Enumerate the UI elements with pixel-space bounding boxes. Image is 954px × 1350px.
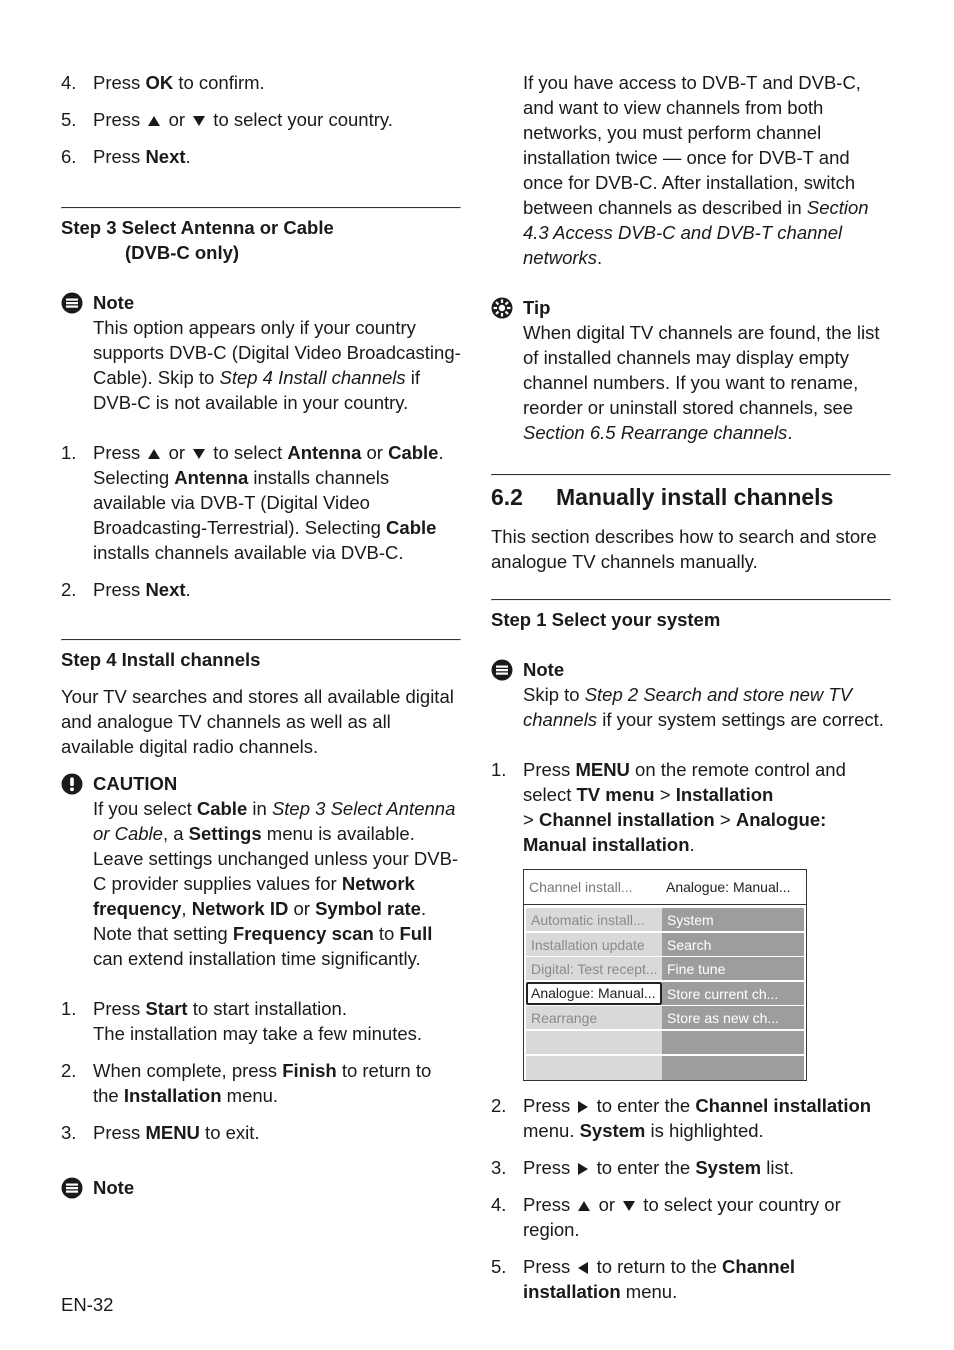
menu-item-system: System [662, 908, 804, 931]
list-item [61, 996, 461, 1046]
step-heading: Step 1 Select your system [491, 609, 721, 630]
step-number: 6. [61, 146, 77, 167]
list-item [491, 1155, 891, 1180]
step-number: 1. [491, 759, 507, 780]
step-number: 1. [61, 998, 77, 1019]
step-text: Press or to select Antenna or Cable. Selecting Antenna installs channels available via DVB-T (Digital Video Broadcasting-Terrestrial). Selecting Cable installs channels available via DVB-C. [93, 442, 444, 563]
up-arrow-icon [578, 1201, 590, 1211]
divider [491, 599, 891, 601]
up-arrow-icon [148, 116, 160, 126]
menu-item-installation-update: Installation update [526, 933, 662, 956]
step-text: Press OK to confirm. [93, 72, 265, 93]
intro-text: If you have access to DVB-T and DVB-C, and want to view channels from both networks, you must perform channel installation twice — once for DVB-T and once for DVB-C. After installation, switch between channels as described in Section 4.3 Access DVB-C and DVB-T channel networks. [523, 72, 869, 268]
menu-right-list [662, 908, 804, 1055]
step-text: Press to return to the Channel installation menu. [523, 1256, 796, 1302]
menu-item-store-current: Store current ch... [662, 982, 804, 1005]
step-heading: Step 3 Select Antenna or Cable (DVB-C only) [61, 217, 334, 263]
right-arrow-icon [578, 1163, 588, 1175]
list-item [491, 1192, 891, 1242]
tip-icon [491, 297, 513, 319]
list-item [61, 577, 461, 602]
step-text: Press to enter the System list. [523, 1157, 795, 1178]
caution-heading: CAUTION [61, 771, 461, 796]
up-arrow-icon [148, 449, 160, 459]
left-arrow-icon [578, 1262, 588, 1274]
menu-left-list [526, 908, 662, 1055]
step-text: Press or to select your country or region. [523, 1194, 841, 1240]
divider [61, 639, 461, 641]
list-item [61, 1120, 461, 1145]
menu-item-rearrange: Rearrange [526, 1006, 662, 1029]
step-text: Press Start to start installation. The installation may take a few minutes. [93, 998, 423, 1044]
menu-item-fine-tune: Fine tune [662, 957, 804, 980]
list-item [61, 1058, 461, 1108]
tip-heading: Tip [491, 295, 891, 320]
caution-text: If you select Cable in Step 3 Select Antenna or Cable, a Settings menu is available. Leave settings unchanged unless your DVB-C provider supplies values for Network frequency, Network ID or Symbol rate. Note that setting Frequency scan to Full can extend installation time significantly. [93, 798, 459, 969]
step-text: Press MENU on the remote control and select TV menu > Installation > Channel installation > Analogue: Manual installation. [523, 759, 846, 855]
right-column [491, 70, 891, 1304]
step-number: 3. [491, 1157, 507, 1178]
note-text: This option appears only if your country supports DVB-C (Digital Video Broadcasting-Cable). Skip to Step 4 Install channels if DVB-C is not available in your country. [93, 317, 461, 413]
menu-item-automatic-install: Automatic install... [526, 908, 662, 931]
section-description: This section describes how to search and store analogue TV channels manually. [491, 526, 877, 572]
step-number: 2. [491, 1095, 507, 1116]
divider [61, 207, 461, 209]
step-number: 4. [491, 1194, 507, 1215]
menu-item-search: Search [662, 933, 804, 956]
step-text: Press Next. [93, 579, 191, 600]
note-icon [61, 1177, 83, 1199]
menu-item-store-new: Store as new ch... [662, 1006, 804, 1029]
menu-item-empty [662, 1031, 804, 1054]
note-heading: Note [61, 1175, 461, 1200]
right-arrow-icon [578, 1101, 588, 1113]
list-item [61, 440, 461, 565]
tv-menu-screenshot [523, 869, 807, 1081]
note-heading: Note [491, 657, 891, 682]
note-icon [491, 659, 513, 681]
list-item [61, 70, 461, 95]
step-number: 5. [491, 1256, 507, 1277]
step-number: 3. [61, 1122, 77, 1143]
step-text: Press or to select your country. [93, 109, 393, 130]
step-text: Press to enter the Channel installation menu. System is highlighted. [523, 1095, 872, 1141]
step-number: 2. [61, 1060, 77, 1081]
section-title: 6.2 Manually install channels [491, 484, 834, 510]
left-column [61, 70, 461, 1200]
step-description: Your TV searches and stores all available digital and analogue TV channels as well as all available digital radio channels. [61, 686, 454, 757]
step-text: Press Next. [93, 146, 191, 167]
list-item [491, 1093, 891, 1143]
list-item [61, 144, 461, 169]
step-number: 2. [61, 579, 77, 600]
step-heading: Step 4 Install channels [61, 649, 261, 670]
down-arrow-icon [623, 1201, 635, 1211]
divider [491, 474, 891, 476]
menu-item-analogue-manual: Analogue: Manual... [526, 982, 662, 1005]
list-item [491, 757, 891, 857]
note-text: Skip to Step 2 Search and store new TV channels if your system settings are correct. [523, 684, 884, 730]
step-text: Press MENU to exit. [93, 1122, 260, 1143]
menu-item-digital-test-reception: Digital: Test recept... [526, 957, 662, 980]
menu-item-empty [526, 1031, 662, 1054]
step-number: 1. [61, 442, 77, 463]
tip-text: When digital TV channels are found, the list of installed channels may display empty channel numbers. If you want to rename, reorder or uninstall stored channels, see Section 6.5 Rearrange channels. [523, 322, 880, 443]
menu-header [524, 870, 806, 905]
down-arrow-icon [193, 449, 205, 459]
page-number: EN-32 [61, 1294, 114, 1315]
down-arrow-icon [193, 116, 205, 126]
step-text: When complete, press Finish to return to the Installation menu. [93, 1060, 432, 1106]
note-heading: Note [61, 290, 461, 315]
note-icon [61, 292, 83, 314]
step-number: 4. [61, 72, 77, 93]
list-item [61, 107, 461, 132]
menu-footer [526, 1056, 804, 1080]
step-number: 5. [61, 109, 77, 130]
exclamation-icon [61, 773, 83, 795]
menu-header-left: Channel install... [529, 878, 633, 895]
list-item [491, 1254, 891, 1304]
menu-header-right: Analogue: Manual... [666, 878, 791, 895]
